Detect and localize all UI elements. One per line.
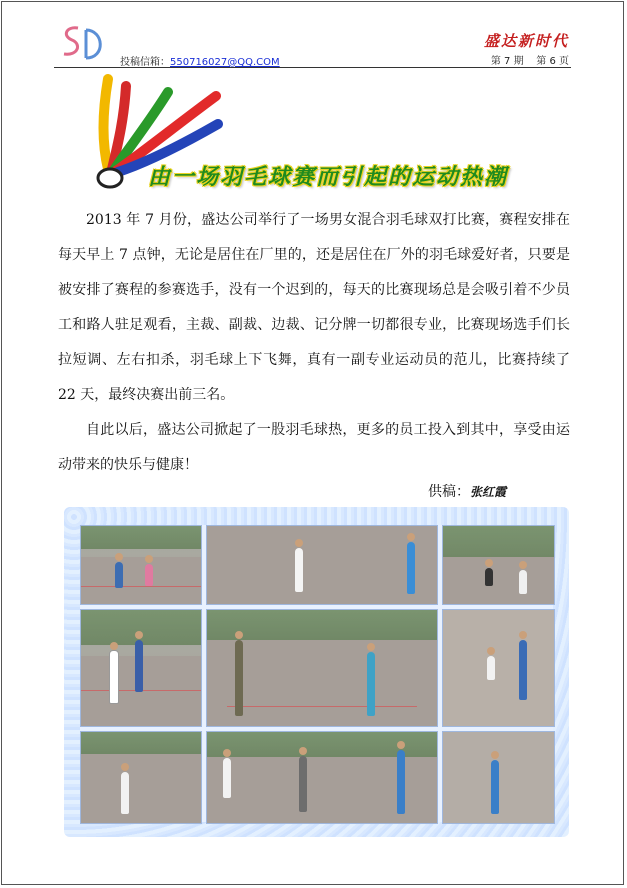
submission-label: 投稿信箱： bbox=[120, 57, 170, 68]
match-photo-8 bbox=[206, 731, 438, 824]
photo-collage-inner bbox=[80, 525, 553, 822]
match-photo-2 bbox=[206, 525, 438, 605]
article-credit bbox=[428, 481, 506, 501]
article-paragraph-1: 2013 年 7 月份，盛达公司举行了一场男女混合羽毛球双打比赛，赛程安排在每天早上 7 点钟，无论是居住在厂里的，还是居住在厂外的羽毛球爱好者，只要是被安排了赛程的参赛选手，没有一个迟到的，每天的比赛现场总是会吸引着不少员工和路人驻足观看，主裁、副裁、边裁、记分牌一切都很专业，比赛现场选手们长拉短调、左右扣杀，羽毛球上下飞舞，真有一副专业运动员的范儿，比赛持续了 22 天，最终决赛出前三名。 bbox=[58, 212, 570, 403]
article-paragraph-2: 自此以后，盛达公司掀起了一股羽毛球热，更多的员工投入到其中，享受由运动带来的快乐与健康！ bbox=[58, 422, 570, 473]
submission-line bbox=[120, 53, 280, 68]
sd-logo bbox=[56, 20, 116, 66]
match-photo-3 bbox=[442, 525, 555, 605]
header-divider bbox=[54, 67, 571, 68]
issue-page-info: 第 7 期 第 6 页 bbox=[490, 56, 569, 67]
submission-email-link[interactable]: 550716027@QQ.COM bbox=[170, 57, 280, 68]
article-title: 由一场羽毛球赛而引起的运动热潮 bbox=[148, 165, 509, 190]
match-photo-7 bbox=[80, 731, 202, 824]
match-photo-6 bbox=[442, 609, 555, 727]
match-photo-4 bbox=[80, 609, 202, 727]
credit-label: 供稿： bbox=[428, 484, 470, 500]
photo-collage bbox=[64, 507, 569, 837]
magazine-title: 盛达新时代 bbox=[483, 32, 569, 50]
match-photo-5 bbox=[206, 609, 438, 727]
match-photo-1 bbox=[80, 525, 202, 605]
article-body bbox=[58, 203, 570, 483]
credit-author: 张红霞 bbox=[470, 485, 507, 499]
match-photo-9 bbox=[442, 731, 555, 824]
